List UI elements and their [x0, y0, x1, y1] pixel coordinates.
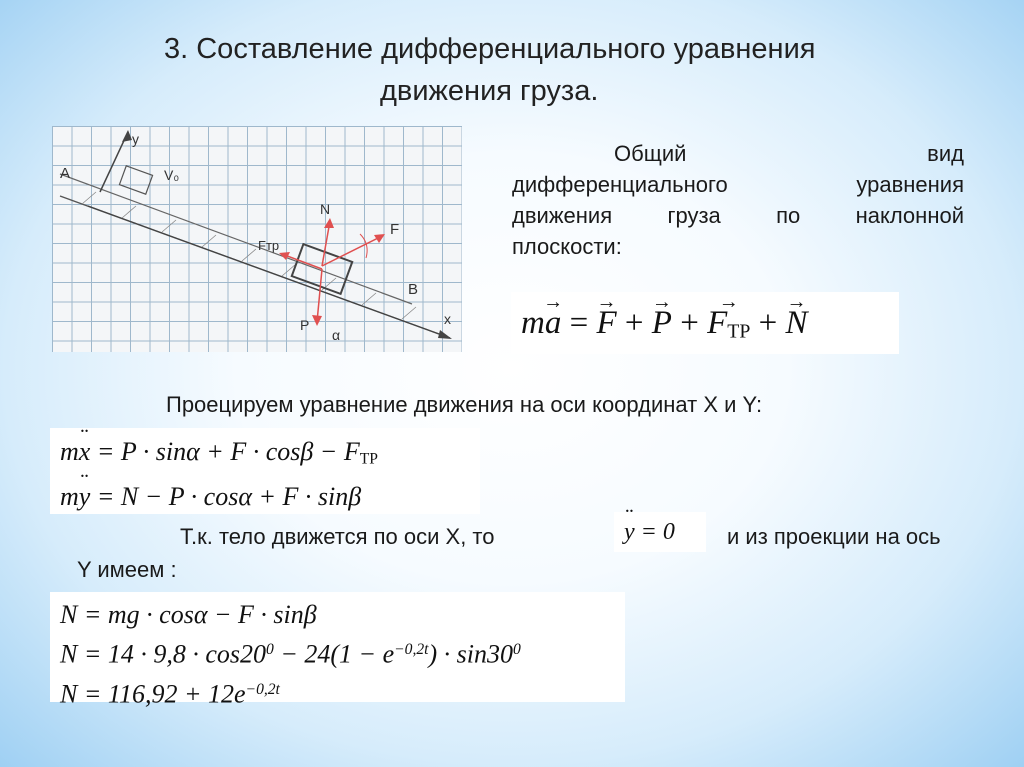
eq-a-vector: → a	[545, 292, 562, 354]
vector-equation	[511, 292, 899, 354]
ftr-vector	[282, 254, 322, 269]
projection-label: Проецируем уравнение движения на оси координат X и Y:	[166, 392, 763, 417]
general-text-word-1: Общий	[614, 141, 687, 166]
slide-title	[100, 28, 960, 112]
general-text-word-3: дифференциального	[512, 172, 728, 197]
eq-ftr-subscript: ТР	[727, 320, 751, 343]
label-p: P	[300, 317, 310, 333]
eq-m: m	[521, 305, 545, 341]
plane-lower-line	[60, 174, 412, 304]
n-vector-head	[324, 218, 334, 228]
eq-plus-1: +	[624, 305, 644, 341]
general-text-line-3: движения груза по наклонной	[512, 203, 964, 228]
n-eq-line-3: $N = 116,92 + 12e^{-0,2t}$	[60, 679, 280, 709]
eq-plus-3: +	[758, 305, 778, 341]
y-double-dot: ¨ y	[79, 478, 91, 516]
eq-n-vector: → N	[785, 292, 807, 354]
eq-equals: =	[569, 305, 589, 341]
inclined-plane-figure	[52, 126, 462, 352]
slide-title-line-1: 3. Составление дифференциального уравнения	[164, 33, 816, 65]
eq-p-vector: → P	[652, 292, 672, 354]
x-axis-arrow	[438, 330, 452, 339]
label-v0: V₀	[164, 167, 180, 183]
x-double-dot: ¨ x	[79, 433, 91, 471]
label-ftr: Fтр	[258, 238, 280, 253]
general-text-word-2: вид	[927, 141, 964, 166]
projection-eq-y: m¨ y = N − P · cosα + F · sinβ	[60, 478, 480, 516]
label-point-a: A	[60, 165, 71, 182]
label-axis-y: y	[132, 131, 139, 147]
eq-plus-2: +	[680, 305, 699, 341]
condition-text-start: Т.к. тело движется по оси X, то	[180, 524, 495, 549]
y-axis-arrow	[122, 130, 132, 142]
label-f: F	[390, 221, 400, 238]
inclined-plane-sketch	[52, 126, 462, 352]
condition-text-y: Y имеем :	[77, 557, 177, 582]
label-alpha: α	[332, 327, 341, 343]
n-eq-line-1: N = mg · cosα − F · sinβ	[60, 600, 317, 629]
p-vector-head	[312, 315, 322, 326]
y-acceleration-zero: ¨ y = 0	[614, 512, 706, 552]
general-text-line-4: плоскости:	[512, 234, 622, 259]
general-text-word-4: уравнения	[856, 172, 964, 197]
label-point-b: B	[408, 281, 419, 298]
n-eq-line-2: $N = 14 \cdot 9,8 \cdot \cos 20^0 - 24(1 - e^{-0,2t}) \cdot \sin 30^0$	[60, 639, 521, 669]
initial-body	[119, 166, 152, 194]
general-form-text	[512, 138, 964, 262]
p-vector	[317, 269, 322, 322]
projection-eq-x: m¨ $x = P \cdot \sin\alpha + F \cdot \cos\beta - F_{ТР}$	[60, 433, 480, 478]
condition-text-end: и из проекции на ось	[727, 524, 941, 549]
eq-f-vector: → F	[596, 292, 616, 354]
label-n: N	[320, 201, 331, 217]
slide-title-line-2: движения груза.	[380, 75, 599, 107]
projection-equations	[50, 428, 480, 514]
normal-force-equations	[50, 592, 625, 709]
plane-hatching	[82, 192, 419, 319]
label-axis-x: x	[444, 311, 451, 327]
eq-ftr-vector: F	[707, 305, 728, 341]
